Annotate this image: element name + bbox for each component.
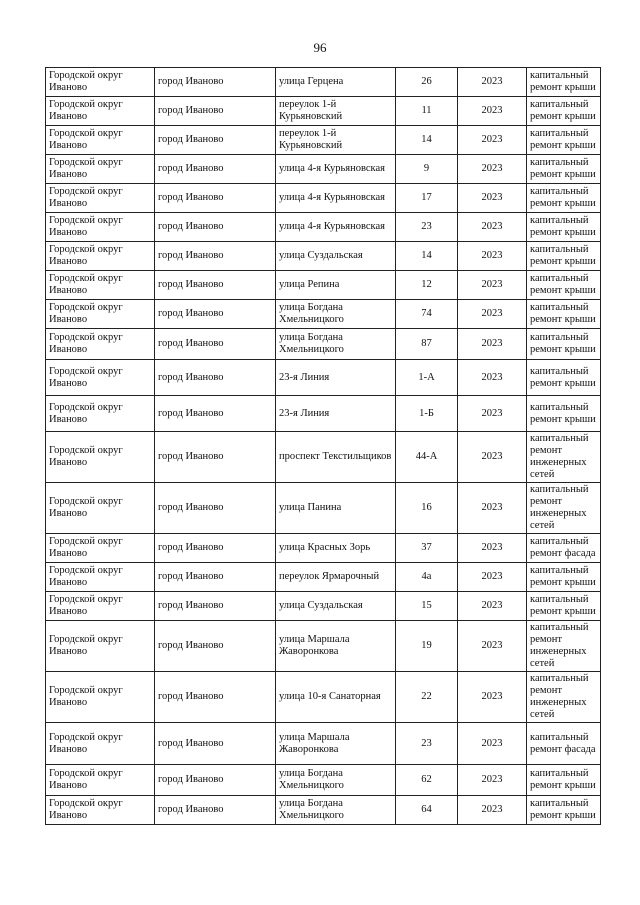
year-cell: 2023 [458, 242, 527, 271]
work-type-cell: капитальный ремонт инженерных сетей [527, 432, 601, 483]
year-cell: 2023 [458, 360, 527, 396]
year-cell: 2023 [458, 300, 527, 329]
city-cell: город Иваново [155, 621, 276, 672]
house-cell: 37 [396, 534, 458, 563]
house-cell: 87 [396, 329, 458, 360]
table-row [46, 723, 601, 765]
table-row [46, 534, 601, 563]
street-cell: улица Панина [276, 483, 396, 534]
street-cell: улица Красных Зорь [276, 534, 396, 563]
year-cell: 2023 [458, 213, 527, 242]
table-row [46, 126, 601, 155]
street-cell: улица Суздальская [276, 592, 396, 621]
year-cell: 2023 [458, 563, 527, 592]
table-row [46, 621, 601, 672]
city-cell: город Иваново [155, 329, 276, 360]
table-row [46, 300, 601, 329]
year-cell: 2023 [458, 765, 527, 796]
year-cell: 2023 [458, 483, 527, 534]
street-cell: улица Репина [276, 271, 396, 300]
city-cell: город Иваново [155, 796, 276, 825]
city-cell: город Иваново [155, 483, 276, 534]
table-row [46, 563, 601, 592]
house-cell: 15 [396, 592, 458, 621]
house-cell: 26 [396, 68, 458, 97]
house-cell: 4а [396, 563, 458, 592]
district-cell: Городской округ Иваново [46, 765, 155, 796]
work-type-cell: капитальный ремонт крыши [527, 765, 601, 796]
house-cell: 22 [396, 672, 458, 723]
work-type-cell: капитальный ремонт крыши [527, 213, 601, 242]
district-cell: Городской округ Иваново [46, 155, 155, 184]
year-cell: 2023 [458, 621, 527, 672]
city-cell: город Иваново [155, 97, 276, 126]
street-cell: улица Герцена [276, 68, 396, 97]
city-cell: город Иваново [155, 672, 276, 723]
city-cell: город Иваново [155, 765, 276, 796]
work-type-cell: капитальный ремонт крыши [527, 360, 601, 396]
work-type-cell: капитальный ремонт фасада [527, 723, 601, 765]
year-cell: 2023 [458, 723, 527, 765]
work-type-cell: капитальный ремонт крыши [527, 300, 601, 329]
table-row [46, 184, 601, 213]
work-type-cell: капитальный ремонт крыши [527, 184, 601, 213]
city-cell: город Иваново [155, 396, 276, 432]
district-cell: Городской округ Иваново [46, 68, 155, 97]
table-row [46, 97, 601, 126]
table-row [46, 483, 601, 534]
district-cell: Городской округ Иваново [46, 621, 155, 672]
city-cell: город Иваново [155, 271, 276, 300]
city-cell: город Иваново [155, 68, 276, 97]
street-cell: улица Суздальская [276, 242, 396, 271]
house-cell: 14 [396, 126, 458, 155]
street-cell: улица Богдана Хмельницкого [276, 765, 396, 796]
city-cell: город Иваново [155, 592, 276, 621]
work-type-cell: капитальный ремонт крыши [527, 796, 601, 825]
district-cell: Городской округ Иваново [46, 242, 155, 271]
work-type-cell: капитальный ремонт крыши [527, 242, 601, 271]
table-row [46, 396, 601, 432]
street-cell: улица 10-я Санаторная [276, 672, 396, 723]
street-cell: улица 4-я Курьяновская [276, 213, 396, 242]
district-cell: Городской округ Иваново [46, 329, 155, 360]
table-row [46, 592, 601, 621]
district-cell: Городской округ Иваново [46, 592, 155, 621]
table-row [46, 68, 601, 97]
house-cell: 23 [396, 213, 458, 242]
year-cell: 2023 [458, 592, 527, 621]
table-row [46, 672, 601, 723]
house-cell: 1-А [396, 360, 458, 396]
city-cell: город Иваново [155, 534, 276, 563]
work-type-cell: капитальный ремонт крыши [527, 97, 601, 126]
street-cell: улица Маршала Жаворонкова [276, 723, 396, 765]
work-type-cell: капитальный ремонт крыши [527, 68, 601, 97]
street-cell: улица Богдана Хмельницкого [276, 329, 396, 360]
year-cell: 2023 [458, 432, 527, 483]
street-cell: улица 4-я Курьяновская [276, 155, 396, 184]
district-cell: Городской округ Иваново [46, 723, 155, 765]
work-type-cell: капитальный ремонт инженерных сетей [527, 672, 601, 723]
work-type-cell: капитальный ремонт крыши [527, 396, 601, 432]
year-cell: 2023 [458, 97, 527, 126]
street-cell: улица Богдана Хмельницкого [276, 796, 396, 825]
year-cell: 2023 [458, 126, 527, 155]
table-row [46, 765, 601, 796]
street-cell: 23-я Линия [276, 360, 396, 396]
house-cell: 62 [396, 765, 458, 796]
street-cell: проспект Текстильщиков [276, 432, 396, 483]
district-cell: Городской округ Иваново [46, 360, 155, 396]
district-cell: Городской округ Иваново [46, 534, 155, 563]
city-cell: город Иваново [155, 126, 276, 155]
street-cell: переулок 1-й Курьяновский [276, 97, 396, 126]
district-cell: Городской округ Иваново [46, 271, 155, 300]
table-row [46, 329, 601, 360]
district-cell: Городской округ Иваново [46, 126, 155, 155]
year-cell: 2023 [458, 184, 527, 213]
table-row [46, 213, 601, 242]
house-cell: 11 [396, 97, 458, 126]
district-cell: Городской округ Иваново [46, 396, 155, 432]
city-cell: город Иваново [155, 723, 276, 765]
year-cell: 2023 [458, 155, 527, 184]
district-cell: Городской округ Иваново [46, 213, 155, 242]
house-cell: 14 [396, 242, 458, 271]
year-cell: 2023 [458, 68, 527, 97]
work-type-cell: капитальный ремонт фасада [527, 534, 601, 563]
house-cell: 9 [396, 155, 458, 184]
district-cell: Городской округ Иваново [46, 483, 155, 534]
work-type-cell: капитальный ремонт крыши [527, 592, 601, 621]
street-cell: переулок 1-й Курьяновский [276, 126, 396, 155]
house-cell: 1-Б [396, 396, 458, 432]
table-row [46, 155, 601, 184]
street-cell: улица 4-я Курьяновская [276, 184, 396, 213]
house-cell: 17 [396, 184, 458, 213]
city-cell: город Иваново [155, 155, 276, 184]
year-cell: 2023 [458, 534, 527, 563]
city-cell: город Иваново [155, 432, 276, 483]
district-cell: Городской округ Иваново [46, 672, 155, 723]
city-cell: город Иваново [155, 184, 276, 213]
street-cell: улица Маршала Жаворонкова [276, 621, 396, 672]
work-type-cell: капитальный ремонт инженерных сетей [527, 483, 601, 534]
table-row [46, 796, 601, 825]
house-cell: 74 [396, 300, 458, 329]
table-row [46, 432, 601, 483]
table-row [46, 242, 601, 271]
house-cell: 23 [396, 723, 458, 765]
street-cell: переулок Ярмарочный [276, 563, 396, 592]
district-cell: Городской округ Иваново [46, 796, 155, 825]
work-type-cell: капитальный ремонт крыши [527, 271, 601, 300]
house-cell: 16 [396, 483, 458, 534]
district-cell: Городской округ Иваново [46, 97, 155, 126]
year-cell: 2023 [458, 672, 527, 723]
district-cell: Городской округ Иваново [46, 184, 155, 213]
district-cell: Городской округ Иваново [46, 432, 155, 483]
work-type-cell: капитальный ремонт крыши [527, 563, 601, 592]
city-cell: город Иваново [155, 300, 276, 329]
work-type-cell: капитальный ремонт крыши [527, 329, 601, 360]
table-row [46, 360, 601, 396]
work-type-cell: капитальный ремонт крыши [527, 126, 601, 155]
house-cell: 12 [396, 271, 458, 300]
work-type-cell: капитальный ремонт инженерных сетей [527, 621, 601, 672]
year-cell: 2023 [458, 271, 527, 300]
street-cell: 23-я Линия [276, 396, 396, 432]
district-cell: Городской округ Иваново [46, 563, 155, 592]
house-cell: 64 [396, 796, 458, 825]
house-cell: 19 [396, 621, 458, 672]
year-cell: 2023 [458, 796, 527, 825]
street-cell: улица Богдана Хмельницкого [276, 300, 396, 329]
city-cell: город Иваново [155, 242, 276, 271]
house-cell: 44-А [396, 432, 458, 483]
table-row [46, 271, 601, 300]
year-cell: 2023 [458, 329, 527, 360]
page-number: 96 [313, 40, 327, 55]
repair-registry-table [45, 67, 601, 825]
city-cell: город Иваново [155, 213, 276, 242]
district-cell: Городской округ Иваново [46, 300, 155, 329]
work-type-cell: капитальный ремонт крыши [527, 155, 601, 184]
city-cell: город Иваново [155, 360, 276, 396]
city-cell: город Иваново [155, 563, 276, 592]
year-cell: 2023 [458, 396, 527, 432]
